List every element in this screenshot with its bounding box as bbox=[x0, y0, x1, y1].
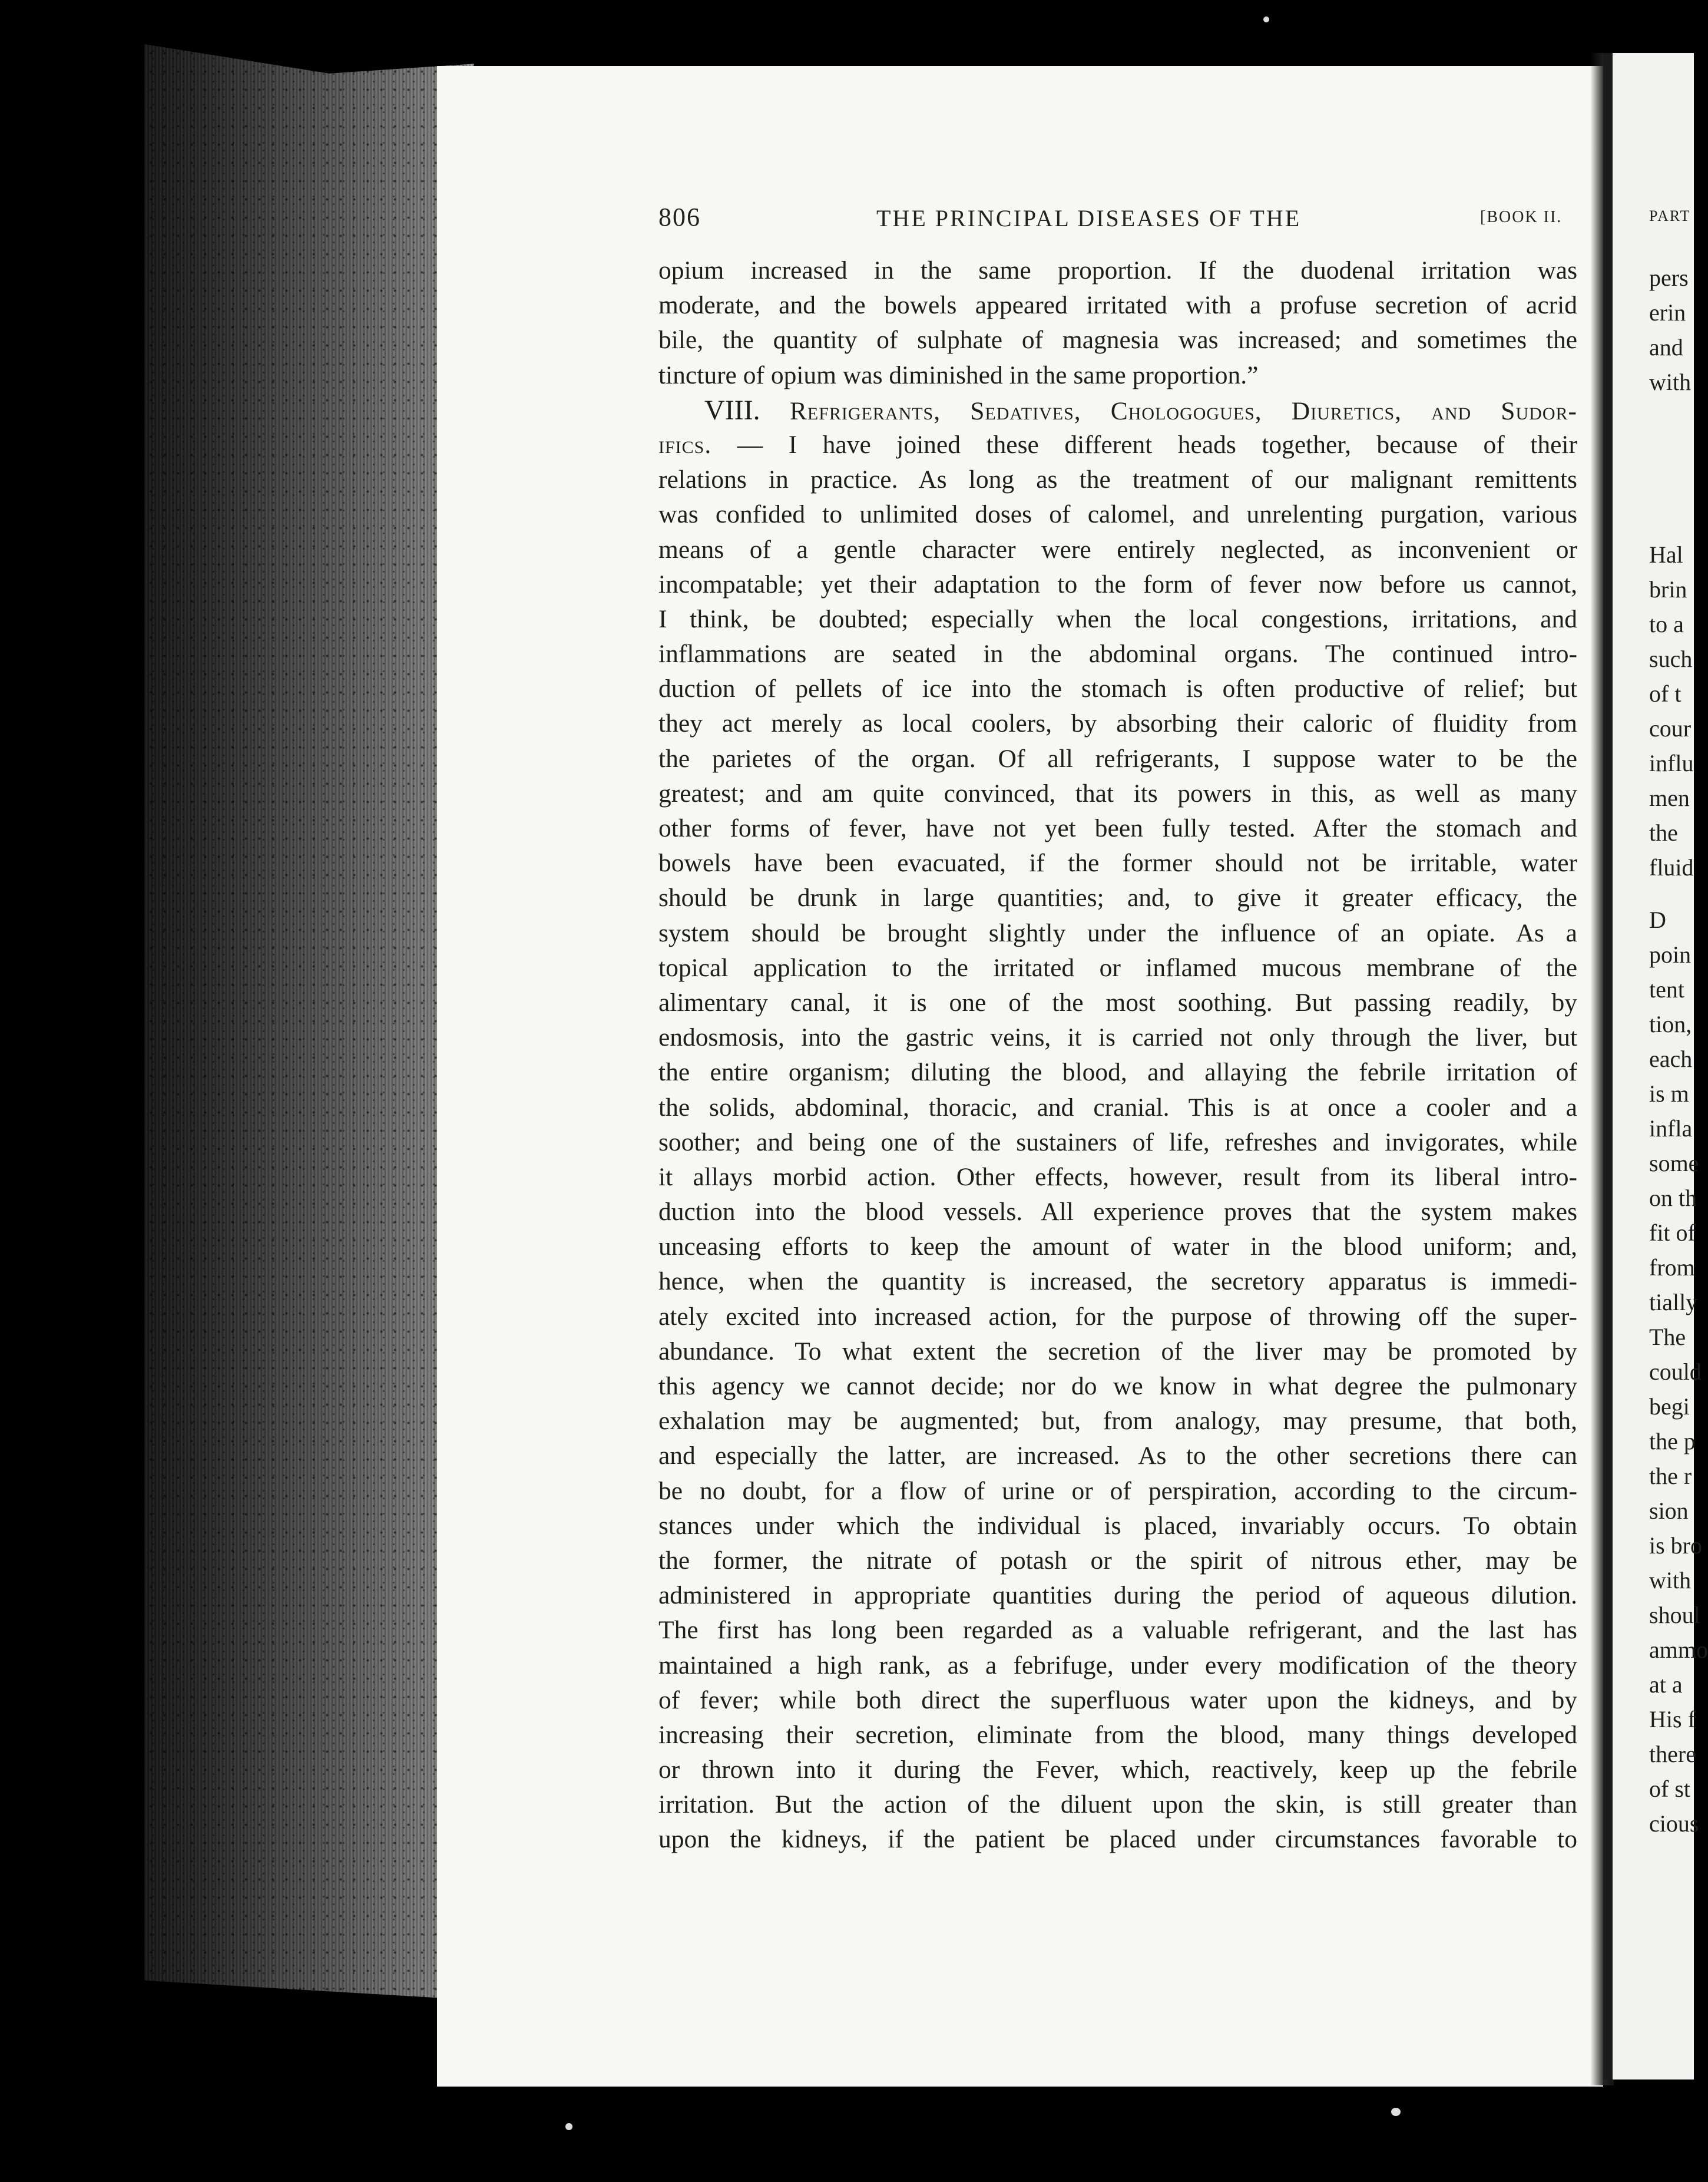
right-page-fragment: influ bbox=[1649, 750, 1694, 776]
right-page-fragment: fit of bbox=[1649, 1219, 1696, 1246]
text-line: increasing their secretion, eliminate from the blood, many things developed bbox=[658, 1720, 1577, 1749]
text-line: duction into the blood vessels. All experience proves that the system makes bbox=[658, 1198, 1577, 1226]
right-page-fragment: D bbox=[1649, 907, 1666, 933]
text-line: they act merely as local coolers, by absorbing their caloric of fluidity from bbox=[658, 709, 1577, 738]
text-line: be no doubt, for a flow of urine or of perspiration, according to the circum- bbox=[658, 1476, 1577, 1505]
right-page-fragment: of t bbox=[1649, 680, 1681, 707]
text-line: upon the kidneys, if the patient be placed under circumstances favorable to bbox=[658, 1825, 1577, 1854]
text-line: unceasing efforts to keep the amount of water in the blood uniform; and, bbox=[658, 1232, 1577, 1261]
right-page-fragment: sion bbox=[1649, 1497, 1689, 1524]
text-line: bile, the quantity of sulphate of magnesia was increased; and sometimes the bbox=[658, 326, 1577, 355]
page-number: 806 bbox=[658, 203, 701, 232]
text-line-rest: — I have joined these different heads together, because of their bbox=[711, 430, 1577, 459]
right-page-fragment: begi bbox=[1649, 1393, 1690, 1420]
right-page-fragment: tent bbox=[1649, 976, 1684, 1003]
text-line: it allays morbid action. Other effects, however, result from its liberal intro- bbox=[658, 1162, 1577, 1191]
right-page-fragment: there bbox=[1649, 1741, 1696, 1767]
right-page-fragment: is bro bbox=[1649, 1532, 1702, 1559]
right-page-fragment: cious bbox=[1649, 1810, 1699, 1837]
text-line: other forms of fever, have not yet been fully tested. After the stomach and bbox=[658, 814, 1577, 842]
text-line: was confided to unlimited doses of calomel, and unrelenting purgation, various bbox=[658, 500, 1577, 529]
text-line: The first has long been regarded as a valuable refrigerant, and the last has bbox=[658, 1616, 1577, 1645]
right-page-fragment: with bbox=[1649, 1567, 1692, 1593]
text-line: abundance. To what extent the secretion of the liver may be promoted by bbox=[658, 1337, 1577, 1366]
book-edge-speckle bbox=[144, 44, 474, 2000]
text-line: irritation. But the action of the diluent upon the skin, is still greater than bbox=[658, 1790, 1577, 1819]
right-page-fragment: tion, bbox=[1649, 1011, 1692, 1037]
right-page-fragment: pers bbox=[1649, 265, 1689, 291]
text-line: inflammations are seated in the abdominal organs. The continued intro- bbox=[658, 640, 1577, 669]
text-line: I think, be doubted; especially when the local congestions, irritations, and bbox=[658, 604, 1577, 633]
text-line: hence, when the quantity is increased, the secretory apparatus is immedi- bbox=[658, 1267, 1577, 1296]
right-page-fragment: the p bbox=[1649, 1428, 1696, 1454]
text-line: stances under which the individual is placed, invariably occurs. To obtain bbox=[658, 1511, 1577, 1540]
text-line bbox=[658, 393, 1577, 428]
text-line: and especially the latter, are increased. As to the other secretions there can bbox=[658, 1442, 1577, 1470]
text-line: moderate, and the bowels appeared irritated with a profuse secretion of acrid bbox=[658, 291, 1577, 320]
book-reference: [BOOK II. bbox=[1480, 208, 1563, 226]
right-page-fragment: could bbox=[1649, 1358, 1702, 1385]
right-page-fragment: the bbox=[1649, 819, 1678, 846]
text-line: incompatable; yet their adaptation to the form of fever now before us cannot, bbox=[658, 570, 1577, 599]
section-title-continued: ifics. bbox=[658, 430, 712, 459]
scan-dust bbox=[1391, 2108, 1401, 2116]
right-page-fragment: is m bbox=[1649, 1080, 1689, 1107]
right-page-fragment: His f bbox=[1649, 1706, 1696, 1733]
text-line: alimentary canal, it is one of the most soothing. But passing readily, by bbox=[658, 988, 1577, 1017]
text-line: administered in appropriate quantities during the period of aqueous dilution. bbox=[658, 1581, 1577, 1610]
right-page-fragment: at a bbox=[1649, 1671, 1683, 1698]
right-page-fragment: the r bbox=[1649, 1463, 1692, 1489]
text-line: duction of pellets of ice into the stomach is often productive of relief; but bbox=[658, 675, 1577, 703]
right-page-fragment: infla bbox=[1649, 1115, 1693, 1142]
right-page-fragment: cour bbox=[1649, 715, 1692, 742]
text-line: greatest; and am quite convinced, that its powers in this, as well as many bbox=[658, 779, 1577, 808]
scan-dust bbox=[1263, 16, 1269, 22]
right-page-fragment: such bbox=[1649, 646, 1693, 672]
text-line: maintained a high rank, as a febrifuge, under every modification of the theory bbox=[658, 1651, 1577, 1680]
body-text bbox=[658, 253, 1577, 1857]
right-page-fragment: The bbox=[1649, 1324, 1686, 1350]
right-page-fragment: to a bbox=[1649, 611, 1684, 637]
right-page-fragment: shoul bbox=[1649, 1602, 1700, 1628]
text-line: the entire organism; diluting the blood, and allaying the febrile irritation of bbox=[658, 1058, 1577, 1087]
right-page-fragment: and bbox=[1649, 334, 1683, 361]
text-line: soother; and being one of the sustainers of life, refreshes and invigorates, while bbox=[658, 1128, 1577, 1156]
right-page-fragment: of st bbox=[1649, 1776, 1690, 1802]
text-line: exhalation may be augmented; but, from analogy, may presume, that both, bbox=[658, 1407, 1577, 1436]
text-line: should be drunk in large quantities; and, to give it greater efficacy, the bbox=[658, 884, 1577, 913]
right-page-fragment: tially bbox=[1649, 1289, 1698, 1315]
right-page-fragment: erin bbox=[1649, 299, 1686, 326]
text-line: the parietes of the organ. Of all refrigerants, I suppose water to be the bbox=[658, 744, 1577, 773]
text-line: or thrown into it during the Fever, which, reactively, keep up the febrile bbox=[658, 1755, 1577, 1784]
text-line: opium increased in the same proportion. If the duodenal irritation was bbox=[658, 256, 1577, 285]
section-title: Refrigerants, Sedatives, Chologogues, Diuretics, and Sudor- bbox=[789, 396, 1577, 425]
right-page-fragment: ammo bbox=[1649, 1636, 1708, 1663]
text-line: this agency we cannot decide; nor do we know in what degree the pulmonary bbox=[658, 1372, 1577, 1400]
right-page-fragment: fluid bbox=[1649, 854, 1694, 881]
text-line: the solids, abdominal, thoracic, and cranial. This is at once a cooler and a bbox=[658, 1093, 1577, 1122]
text-line: endosmosis, into the gastric veins, it is carried not only through the liver, but bbox=[658, 1023, 1577, 1052]
right-page-fragment: on th bbox=[1649, 1185, 1697, 1211]
text-line: system should be brought slightly under the influence of an opiate. As a bbox=[658, 918, 1577, 947]
text-line: tincture of opium was diminished in the same proportion.” bbox=[658, 361, 1259, 389]
right-page-fragment: from bbox=[1649, 1254, 1695, 1281]
text-line: ately excited into increased action, for the purpose of throwing off the super- bbox=[658, 1302, 1577, 1331]
running-head-title: THE PRINCIPAL DISEASES OF THE bbox=[876, 205, 1302, 232]
right-page-fragment: brin bbox=[1649, 576, 1687, 603]
text-line: topical application to the irritated or inflamed mucous membrane of the bbox=[658, 953, 1577, 982]
text-line: means of a gentle character were entirely neglected, as inconvenient or bbox=[658, 535, 1577, 564]
section-numeral: VIII. bbox=[704, 394, 790, 426]
right-page-fragment: Hal bbox=[1649, 541, 1683, 568]
text-line: the former, the nitrate of potash or the spirit of nitrous ether, may be bbox=[658, 1546, 1577, 1575]
running-head bbox=[658, 202, 1577, 237]
scan-dust bbox=[565, 2123, 572, 2130]
right-page-fragment: poin bbox=[1649, 941, 1692, 968]
right-page-fragment: with bbox=[1649, 369, 1692, 395]
text-line: bowels have been evacuated, if the former should not be irritable, water bbox=[658, 849, 1577, 878]
right-page-fragment: some bbox=[1649, 1150, 1699, 1176]
text-line bbox=[658, 428, 1577, 462]
text-line: of fever; while both direct the superfluous water upon the kidneys, and by bbox=[658, 1685, 1577, 1714]
text-line: relations in practice. As long as the treatment of our malignant remittents bbox=[658, 465, 1577, 494]
right-page-running-head: PART bbox=[1649, 207, 1691, 224]
right-page-fragment: each bbox=[1649, 1046, 1693, 1072]
right-page-fragment: men bbox=[1649, 785, 1690, 811]
